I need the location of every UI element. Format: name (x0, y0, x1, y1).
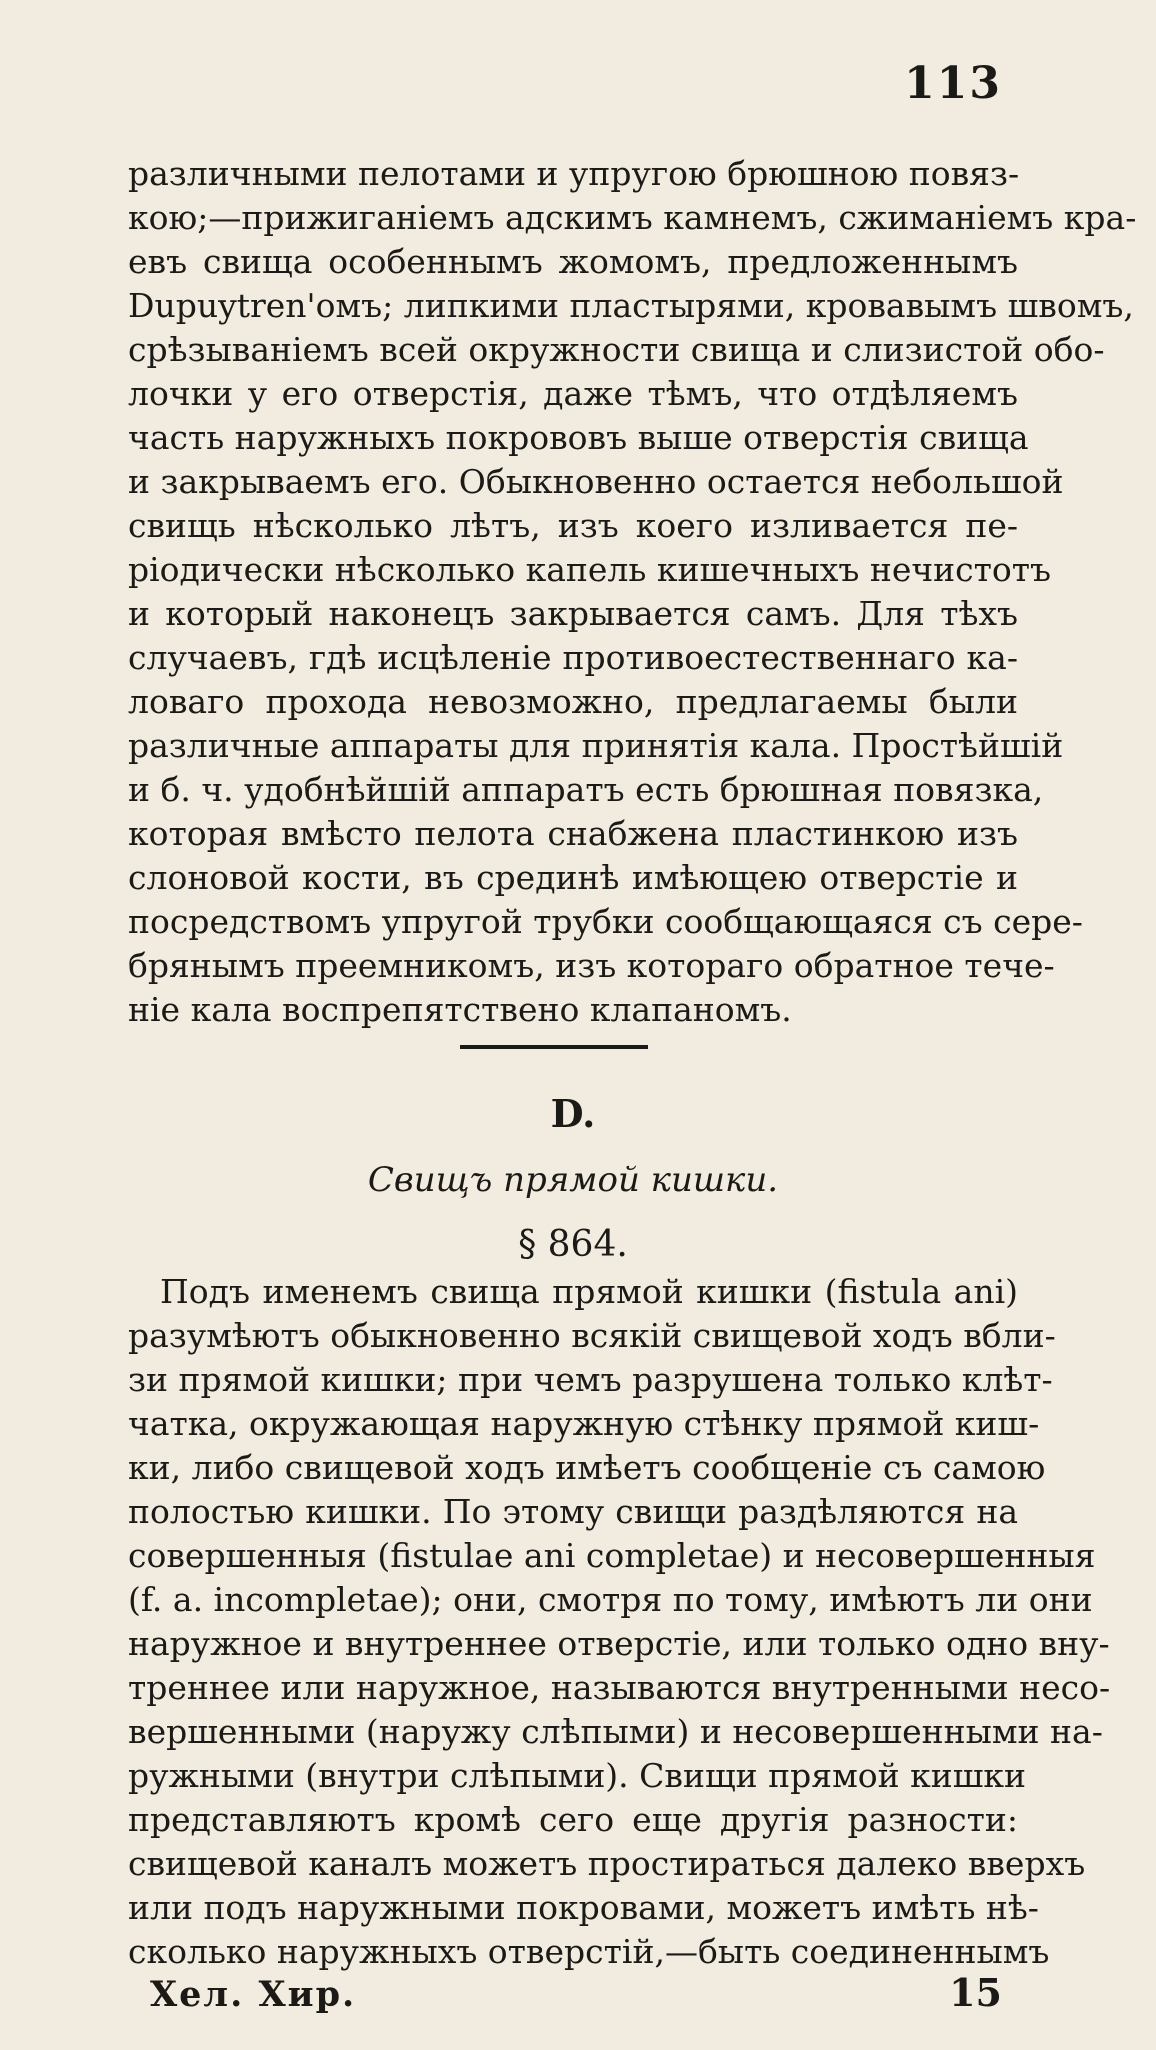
text-line: различные аппараты для принятія кала. Простѣйшій (128, 726, 1064, 765)
text-line: евъ свища особеннымъ жомомъ, предложеннымъ (128, 242, 1018, 281)
text-line: или подъ наружными покровами, можетъ имѣть нѣ- (128, 1888, 1039, 1927)
text-line: полостью кишки. По этому свищи раздѣляются на (128, 1492, 1018, 1531)
text-line: кою;—прижиганіемъ адскимъ камнемъ, сжиманіемъ кра- (128, 198, 1137, 237)
text-line: ловаго прохода невозможно, предлагаемы были (128, 682, 1018, 721)
text-line: вершенными (наружу слѣпыми) и несовершенными на- (128, 1712, 1103, 1751)
section-letter: D. (550, 1091, 596, 1136)
text-line: случаевъ, гдѣ исцѣленіе противоестественнаго ка- (128, 638, 1018, 677)
text-line: Подъ именемъ свища прямой кишки (fistula ani) (160, 1272, 1018, 1311)
page-number: 113 (904, 58, 1002, 109)
text-line: которая вмѣсто пелота снабжена пластинкою изъ (128, 814, 1018, 853)
text-line: посредствомъ упругой трубки сообщающаяся съ сере- (128, 902, 1083, 941)
text-line: и закрываемъ его. Обыкновенно остается небольшой (128, 462, 1064, 501)
text-line: ружными (внутри слѣпыми). Свищи прямой кишки (128, 1756, 1027, 1795)
text-line: слоновой кости, въ срединѣ имѣющею отверстіе и (128, 858, 1018, 897)
paragraph-number: § 864. (518, 1224, 628, 1265)
text-line: ріодически нѣсколько капель кишечныхъ нечистотъ (128, 550, 1052, 589)
section-divider (460, 1045, 648, 1049)
text-line: зи прямой кишки; при чемъ разрушена только клѣт- (128, 1360, 1053, 1399)
text-line: разумѣютъ обыкновенно всякій свищевой ходъ вбли- (128, 1316, 1056, 1355)
text-line: ки, либо свищевой ходъ имѣетъ сообщеніе съ самою (128, 1448, 1046, 1487)
text-line: и б. ч. удобнѣйшій аппаратъ есть брюшная повязка, (128, 770, 1044, 809)
text-line: треннее или наружное, называются внутренными несо- (128, 1668, 1111, 1707)
text-line: часть наружныхъ покрововъ выше отверстія свища (128, 418, 1029, 457)
text-line: представляютъ кромѣ сего еще другія разности: (128, 1800, 1018, 1839)
text-line: и который наконецъ закрывается самъ. Для тѣхъ (128, 594, 1018, 633)
text-line: свищевой каналъ можетъ простираться далеко вверхъ (128, 1844, 1086, 1883)
text-line: чатка, окружающая наружную стѣнку прямой киш- (128, 1404, 1040, 1443)
text-line: Dupuytren'омъ; липкими пластырями, кровавымъ швомъ, (128, 286, 1134, 325)
text-line: различными пелотами и упругою брюшною повяз- (128, 154, 1020, 193)
text-line: сколько наружныхъ отверстій,—быть соединеннымъ (128, 1932, 1050, 1971)
text-line: совершенныя (fistulae ani completae) и несовершенныя (128, 1536, 1096, 1575)
text-line: (f. a. incompletae); они, смотря по тому, имѣютъ ли они (128, 1580, 1093, 1619)
text-line: срѣзываніемъ всей окружности свища и слизистой обо- (128, 330, 1105, 369)
footer-signature: Хел. Хир. (150, 1974, 357, 2015)
text-line: брянымъ преемникомъ, изъ котораго обратное тече- (128, 946, 1055, 985)
footer-sheet-number: 15 (949, 1970, 1002, 2015)
text-line: свищь нѣсколько лѣтъ, изъ коего изливается пе- (128, 506, 1018, 545)
text-line: наружное и внутреннее отверстіе, или только одно вну- (128, 1624, 1110, 1663)
section-title: Свищъ прямой кишки. (367, 1160, 779, 1200)
text-line: ніе кала воспрепятствено клапаномъ. (128, 990, 792, 1029)
text-line: лочки у его отверстія, даже тѣмъ, что отдѣляемъ (128, 374, 1018, 413)
